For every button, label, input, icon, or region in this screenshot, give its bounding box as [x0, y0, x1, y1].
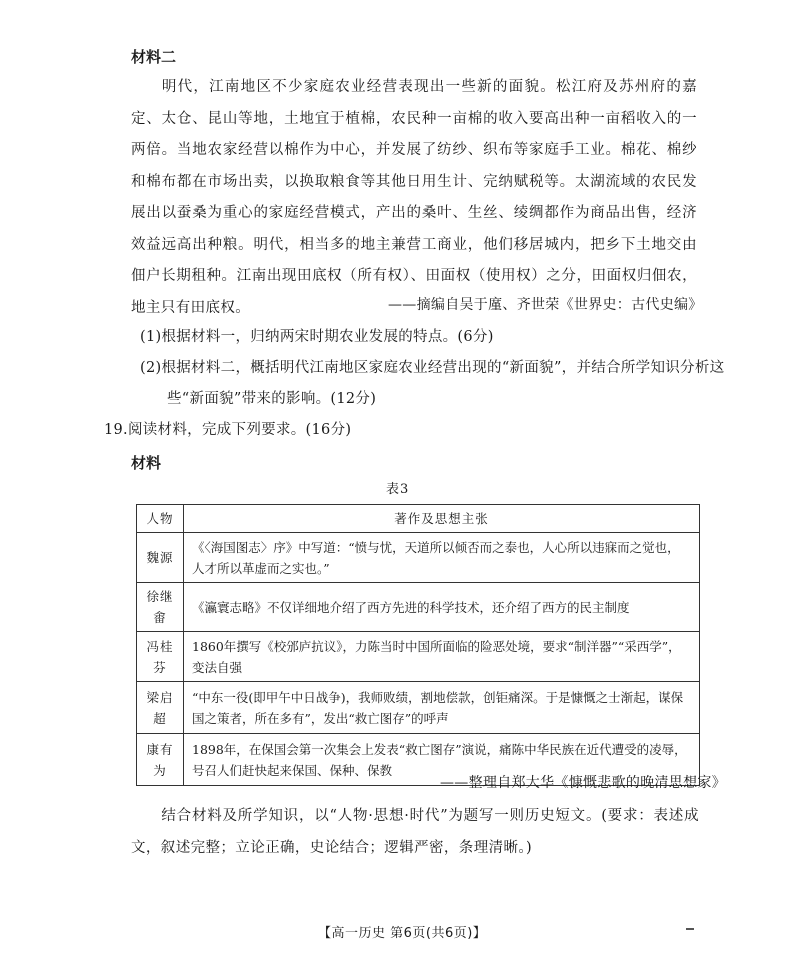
table-caption: 表3 [386, 482, 410, 497]
question-2-line-2: 些“新面貌”带来的影响。(12分) [167, 391, 377, 407]
question-2-line-1: (2)根据材料二，概括明代江南地区家庭农业经营出现的“新面貌”，并结合所学知识分析这 [140, 360, 725, 376]
table-row [137, 632, 700, 682]
writing-task [131, 801, 699, 864]
row-content: 《瀛寰志略》不仅详细地介绍了西方先进的科学技术，还介绍了西方的民主制度 [184, 583, 700, 632]
row-name: 冯桂芬 [137, 632, 184, 682]
material-two-text: 明代，江南地区不少家庭农业经营表现出一些新的面貌。松江府及苏州府的嘉定、太仓、昆山等地，土地宜于植棉，农民种一亩棉的收入要高出种一亩稻收入的一两倍。当地农家经营以棉作为中心，并发展了纺纱、织布等家庭手工业。棉花、棉纱和棉布都在市场出卖，以换取粮食等其他日用生计、完纳赋税等。太湖流域的农民发展出以蚕桑为重心的家庭经营模式，产出的桑叶、生丝、绫绸都作为商品出售，经济效益远高出种粮。明代，相当多的地主兼营工商业，他们移居城内，把乡下土地交由佃户长期租种。江南出现田底权（所有权）、田面权（使用权）之分，田面权归佃农，地主只有田底权。 [131, 79, 697, 316]
header-ideas: 著作及思想主张 [184, 505, 700, 533]
row-name: 魏源 [137, 533, 184, 583]
table-row [137, 583, 700, 632]
thinkers-table [136, 504, 700, 786]
material-heading: 材料 [131, 454, 162, 472]
table-row [137, 682, 700, 734]
row-content: 1860年撰写《校邠庐抗议》，力陈当时中国所面临的险恶处境，要求“制洋器”“采西学”，变法自强 [184, 632, 700, 682]
corner-mark [686, 928, 694, 930]
table-source: ——整理自郑大华《慷慨悲歌的晚清思想家》 [440, 775, 726, 791]
row-name: 徐继畬 [137, 583, 184, 632]
question-19-title: 19.阅读材料，完成下列要求。(16分) [104, 422, 352, 438]
material-two-heading: 材料二 [131, 48, 177, 66]
header-person: 人物 [137, 505, 184, 533]
page-footer: 【高一历史 第6页(共6页)】 [318, 926, 487, 941]
question-1: (1)根据材料一，归纳两宋时期农业发展的特点。(6分) [140, 329, 494, 345]
material-two-paragraph [131, 72, 697, 324]
table-header-row [137, 505, 700, 533]
material-two-source: ——摘编自吴于廑、齐世荣《世界史：古代史编》 [388, 297, 703, 313]
row-content: “中东一役(即甲午中日战争)，我师败绩，割地偿款，创钜痛深。于是慷慨之士渐起，谋保国之策者，所在多有”，发出“救亡图存”的呼声 [184, 682, 700, 734]
table-row [137, 533, 700, 583]
writing-task-text: 结合材料及所学知识，以“人物·思想·时代”为题写一则历史短文。(要求：表述成文，叙述完整；立论正确，史论结合；逻辑严密，条理清晰。) [131, 808, 699, 856]
row-name: 梁启超 [137, 682, 184, 734]
row-content: 《〈海国图志〉序》中写道：“愤与忧，天道所以倾否而之泰也，人心所以违寐而之觉也，人才所以革虚而之实也。” [184, 533, 700, 583]
row-name: 康有为 [137, 734, 184, 786]
row-content: 1898年，在保国会第一次集会上发表“救亡图存”演说，痛陈中华民族在近代遭受的凌辱，号召人们赶快起来保国、保种、保教 [184, 734, 700, 786]
